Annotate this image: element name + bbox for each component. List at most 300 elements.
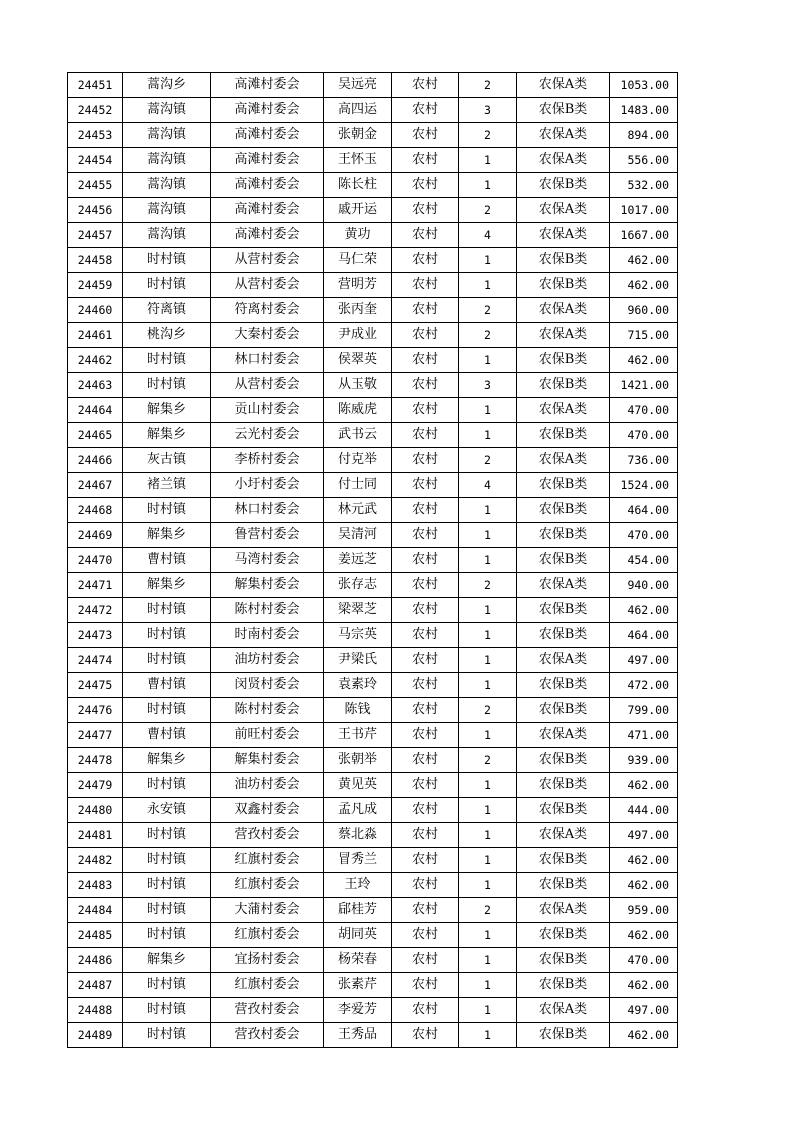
cell-household-count: 1 <box>459 173 517 198</box>
cell-residence-type: 农村 <box>392 323 459 348</box>
cell-village-committee: 从营村委会 <box>211 373 324 398</box>
cell-residence-type: 农村 <box>392 473 459 498</box>
cell-residence-type: 农村 <box>392 723 459 748</box>
cell-person-name: 张丙奎 <box>324 298 392 323</box>
cell-household-count: 1 <box>459 523 517 548</box>
cell-village-committee: 从营村委会 <box>211 248 324 273</box>
cell-insurance-category: 农保B类 <box>517 598 610 623</box>
table-row <box>68 423 678 448</box>
cell-residence-type: 农村 <box>392 448 459 473</box>
cell-residence-type: 农村 <box>392 373 459 398</box>
cell-village-committee: 红旗村委会 <box>211 848 324 873</box>
cell-township: 时村镇 <box>123 898 211 923</box>
cell-amount: 462.00 <box>610 598 678 623</box>
cell-household-count: 4 <box>459 223 517 248</box>
cell-amount: 960.00 <box>610 298 678 323</box>
cell-person-name: 高四运 <box>324 98 392 123</box>
cell-record-id: 24477 <box>68 723 123 748</box>
cell-amount: 497.00 <box>610 823 678 848</box>
cell-amount: 497.00 <box>610 998 678 1023</box>
cell-person-name: 姜远芝 <box>324 548 392 573</box>
table-row <box>68 773 678 798</box>
cell-township: 蒿沟镇 <box>123 198 211 223</box>
cell-amount: 462.00 <box>610 873 678 898</box>
cell-amount: 799.00 <box>610 698 678 723</box>
cell-household-count: 1 <box>459 348 517 373</box>
cell-township: 蒿沟镇 <box>123 98 211 123</box>
cell-township: 时村镇 <box>123 773 211 798</box>
cell-township: 解集乡 <box>123 948 211 973</box>
cell-household-count: 3 <box>459 373 517 398</box>
cell-township: 时村镇 <box>123 598 211 623</box>
cell-household-count: 1 <box>459 498 517 523</box>
cell-amount: 1421.00 <box>610 373 678 398</box>
cell-village-committee: 马湾村委会 <box>211 548 324 573</box>
cell-household-count: 1 <box>459 248 517 273</box>
cell-village-committee: 符离村委会 <box>211 298 324 323</box>
cell-village-committee: 陈村村委会 <box>211 698 324 723</box>
cell-household-count: 1 <box>459 848 517 873</box>
cell-record-id: 24485 <box>68 923 123 948</box>
cell-record-id: 24463 <box>68 373 123 398</box>
cell-insurance-category: 农保A类 <box>517 148 610 173</box>
cell-amount: 1053.00 <box>610 73 678 98</box>
cell-village-committee: 营孜村委会 <box>211 1023 324 1048</box>
cell-insurance-category: 农保A类 <box>517 573 610 598</box>
cell-household-count: 1 <box>459 723 517 748</box>
cell-township: 蒿沟镇 <box>123 223 211 248</box>
cell-record-id: 24486 <box>68 948 123 973</box>
cell-record-id: 24474 <box>68 648 123 673</box>
cell-village-committee: 大蒲村委会 <box>211 898 324 923</box>
cell-residence-type: 农村 <box>392 1023 459 1048</box>
cell-township: 灰古镇 <box>123 448 211 473</box>
table-row <box>68 1023 678 1048</box>
table-row <box>68 123 678 148</box>
cell-record-id: 24476 <box>68 698 123 723</box>
cell-residence-type: 农村 <box>392 748 459 773</box>
cell-residence-type: 农村 <box>392 873 459 898</box>
cell-household-count: 1 <box>459 873 517 898</box>
cell-insurance-category: 农保A类 <box>517 898 610 923</box>
cell-person-name: 李爱芳 <box>324 998 392 1023</box>
cell-village-committee: 双鑫村委会 <box>211 798 324 823</box>
cell-insurance-category: 农保B类 <box>517 473 610 498</box>
cell-insurance-category: 农保B类 <box>517 273 610 298</box>
cell-record-id: 24471 <box>68 573 123 598</box>
cell-residence-type: 农村 <box>392 973 459 998</box>
table-row <box>68 173 678 198</box>
cell-residence-type: 农村 <box>392 648 459 673</box>
cell-amount: 470.00 <box>610 423 678 448</box>
cell-residence-type: 农村 <box>392 548 459 573</box>
cell-township: 时村镇 <box>123 873 211 898</box>
cell-person-name: 王秀品 <box>324 1023 392 1048</box>
cell-record-id: 24460 <box>68 298 123 323</box>
cell-person-name: 戚开运 <box>324 198 392 223</box>
cell-insurance-category: 农保B类 <box>517 373 610 398</box>
cell-amount: 454.00 <box>610 548 678 573</box>
cell-insurance-category: 农保A类 <box>517 223 610 248</box>
cell-record-id: 24475 <box>68 673 123 698</box>
cell-record-id: 24489 <box>68 1023 123 1048</box>
cell-village-committee: 宜扬村委会 <box>211 948 324 973</box>
cell-township: 时村镇 <box>123 848 211 873</box>
table-row <box>68 573 678 598</box>
cell-township: 永安镇 <box>123 798 211 823</box>
cell-township: 蒿沟镇 <box>123 123 211 148</box>
cell-amount: 715.00 <box>610 323 678 348</box>
table-row <box>68 98 678 123</box>
cell-record-id: 24478 <box>68 748 123 773</box>
table-row <box>68 798 678 823</box>
cell-record-id: 24467 <box>68 473 123 498</box>
cell-residence-type: 农村 <box>392 348 459 373</box>
cell-record-id: 24462 <box>68 348 123 373</box>
cell-township: 曹村镇 <box>123 723 211 748</box>
cell-household-count: 2 <box>459 698 517 723</box>
cell-amount: 470.00 <box>610 948 678 973</box>
table-row <box>68 623 678 648</box>
cell-township: 符离镇 <box>123 298 211 323</box>
cell-household-count: 2 <box>459 73 517 98</box>
cell-household-count: 1 <box>459 148 517 173</box>
cell-village-committee: 贡山村委会 <box>211 398 324 423</box>
cell-record-id: 24488 <box>68 998 123 1023</box>
table-row <box>68 548 678 573</box>
table-row <box>68 598 678 623</box>
cell-insurance-category: 农保B类 <box>517 523 610 548</box>
cell-village-committee: 前旺村委会 <box>211 723 324 748</box>
cell-amount: 462.00 <box>610 923 678 948</box>
table-row <box>68 198 678 223</box>
cell-record-id: 24468 <box>68 498 123 523</box>
cell-person-name: 付士同 <box>324 473 392 498</box>
cell-township: 时村镇 <box>123 923 211 948</box>
cell-household-count: 1 <box>459 973 517 998</box>
table-row <box>68 998 678 1023</box>
cell-village-committee: 油坊村委会 <box>211 773 324 798</box>
table-row <box>68 273 678 298</box>
cell-residence-type: 农村 <box>392 248 459 273</box>
cell-record-id: 24461 <box>68 323 123 348</box>
table-body <box>68 73 678 1048</box>
cell-village-committee: 营孜村委会 <box>211 998 324 1023</box>
cell-amount: 1667.00 <box>610 223 678 248</box>
cell-person-name: 从玉敬 <box>324 373 392 398</box>
beneficiary-table <box>67 72 678 1048</box>
cell-residence-type: 农村 <box>392 73 459 98</box>
cell-person-name: 冒秀兰 <box>324 848 392 873</box>
cell-residence-type: 农村 <box>392 173 459 198</box>
cell-township: 蒿沟乡 <box>123 73 211 98</box>
cell-insurance-category: 农保B类 <box>517 623 610 648</box>
cell-record-id: 24451 <box>68 73 123 98</box>
cell-residence-type: 农村 <box>392 98 459 123</box>
cell-village-committee: 营孜村委会 <box>211 823 324 848</box>
cell-person-name: 胡同英 <box>324 923 392 948</box>
cell-insurance-category: 农保A类 <box>517 123 610 148</box>
cell-amount: 462.00 <box>610 248 678 273</box>
cell-residence-type: 农村 <box>392 223 459 248</box>
cell-village-committee: 从营村委会 <box>211 273 324 298</box>
cell-township: 时村镇 <box>123 698 211 723</box>
cell-township: 褚兰镇 <box>123 473 211 498</box>
cell-person-name: 马宗英 <box>324 623 392 648</box>
cell-insurance-category: 农保B类 <box>517 173 610 198</box>
cell-insurance-category: 农保A类 <box>517 823 610 848</box>
table-row <box>68 373 678 398</box>
cell-household-count: 4 <box>459 473 517 498</box>
cell-household-count: 2 <box>459 573 517 598</box>
cell-person-name: 王玲 <box>324 873 392 898</box>
table-row <box>68 823 678 848</box>
cell-insurance-category: 农保A类 <box>517 448 610 473</box>
cell-insurance-category: 农保B类 <box>517 773 610 798</box>
cell-village-committee: 高滩村委会 <box>211 123 324 148</box>
cell-person-name: 武书云 <box>324 423 392 448</box>
cell-household-count: 2 <box>459 323 517 348</box>
table-row <box>68 723 678 748</box>
cell-person-name: 黄见英 <box>324 773 392 798</box>
cell-residence-type: 农村 <box>392 998 459 1023</box>
cell-insurance-category: 农保B类 <box>517 798 610 823</box>
cell-village-committee: 李桥村委会 <box>211 448 324 473</box>
cell-village-committee: 时南村委会 <box>211 623 324 648</box>
cell-township: 解集乡 <box>123 573 211 598</box>
cell-household-count: 3 <box>459 98 517 123</box>
cell-record-id: 24470 <box>68 548 123 573</box>
cell-township: 时村镇 <box>123 498 211 523</box>
cell-insurance-category: 农保B类 <box>517 973 610 998</box>
cell-record-id: 24457 <box>68 223 123 248</box>
cell-household-count: 2 <box>459 123 517 148</box>
cell-township: 蒿沟镇 <box>123 173 211 198</box>
cell-household-count: 2 <box>459 298 517 323</box>
table-row <box>68 498 678 523</box>
cell-residence-type: 农村 <box>392 523 459 548</box>
cell-residence-type: 农村 <box>392 898 459 923</box>
cell-person-name: 吴远亮 <box>324 73 392 98</box>
cell-amount: 556.00 <box>610 148 678 173</box>
cell-village-committee: 云光村委会 <box>211 423 324 448</box>
table-row <box>68 898 678 923</box>
cell-village-committee: 高滩村委会 <box>211 73 324 98</box>
cell-person-name: 吴清河 <box>324 523 392 548</box>
cell-village-committee: 高滩村委会 <box>211 148 324 173</box>
cell-insurance-category: 农保A类 <box>517 73 610 98</box>
cell-insurance-category: 农保A类 <box>517 998 610 1023</box>
cell-insurance-category: 农保B类 <box>517 848 610 873</box>
cell-person-name: 袁素玲 <box>324 673 392 698</box>
cell-township: 蒿沟镇 <box>123 148 211 173</box>
cell-residence-type: 农村 <box>392 573 459 598</box>
cell-residence-type: 农村 <box>392 123 459 148</box>
table-row <box>68 223 678 248</box>
cell-household-count: 1 <box>459 623 517 648</box>
cell-amount: 462.00 <box>610 273 678 298</box>
cell-person-name: 侯翠英 <box>324 348 392 373</box>
cell-person-name: 孟凡成 <box>324 798 392 823</box>
cell-insurance-category: 农保B类 <box>517 698 610 723</box>
cell-insurance-category: 农保A类 <box>517 648 610 673</box>
cell-household-count: 1 <box>459 548 517 573</box>
cell-insurance-category: 农保B类 <box>517 98 610 123</box>
roster-sheet <box>67 72 677 1048</box>
cell-township: 时村镇 <box>123 248 211 273</box>
cell-insurance-category: 农保B类 <box>517 923 610 948</box>
cell-residence-type: 农村 <box>392 423 459 448</box>
cell-household-count: 2 <box>459 448 517 473</box>
cell-person-name: 林元武 <box>324 498 392 523</box>
table-row <box>68 848 678 873</box>
cell-residence-type: 农村 <box>392 298 459 323</box>
cell-record-id: 24481 <box>68 823 123 848</box>
cell-township: 时村镇 <box>123 998 211 1023</box>
cell-amount: 894.00 <box>610 123 678 148</box>
cell-insurance-category: 农保B类 <box>517 348 610 373</box>
cell-residence-type: 农村 <box>392 773 459 798</box>
cell-residence-type: 农村 <box>392 673 459 698</box>
cell-amount: 940.00 <box>610 573 678 598</box>
cell-person-name: 张存志 <box>324 573 392 598</box>
cell-residence-type: 农村 <box>392 798 459 823</box>
cell-person-name: 王书芹 <box>324 723 392 748</box>
cell-amount: 464.00 <box>610 498 678 523</box>
table-row <box>68 73 678 98</box>
cell-household-count: 1 <box>459 1023 517 1048</box>
table-row <box>68 248 678 273</box>
cell-record-id: 24469 <box>68 523 123 548</box>
cell-residence-type: 农村 <box>392 273 459 298</box>
cell-amount: 444.00 <box>610 798 678 823</box>
cell-amount: 472.00 <box>610 673 678 698</box>
table-row <box>68 473 678 498</box>
table-row <box>68 698 678 723</box>
cell-record-id: 24484 <box>68 898 123 923</box>
cell-amount: 462.00 <box>610 973 678 998</box>
cell-record-id: 24483 <box>68 873 123 898</box>
cell-insurance-category: 农保A类 <box>517 323 610 348</box>
cell-person-name: 张素芹 <box>324 973 392 998</box>
cell-person-name: 尹成业 <box>324 323 392 348</box>
cell-record-id: 24466 <box>68 448 123 473</box>
cell-amount: 462.00 <box>610 348 678 373</box>
cell-residence-type: 农村 <box>392 698 459 723</box>
cell-person-name: 营明芳 <box>324 273 392 298</box>
cell-township: 解集乡 <box>123 523 211 548</box>
cell-person-name: 陈威虎 <box>324 398 392 423</box>
cell-record-id: 24479 <box>68 773 123 798</box>
table-row <box>68 873 678 898</box>
cell-household-count: 1 <box>459 598 517 623</box>
cell-record-id: 24480 <box>68 798 123 823</box>
cell-village-committee: 高滩村委会 <box>211 223 324 248</box>
cell-person-name: 付克举 <box>324 448 392 473</box>
cell-insurance-category: 农保A类 <box>517 198 610 223</box>
cell-household-count: 1 <box>459 798 517 823</box>
cell-person-name: 黄功 <box>324 223 392 248</box>
cell-residence-type: 农村 <box>392 498 459 523</box>
cell-amount: 464.00 <box>610 623 678 648</box>
cell-amount: 462.00 <box>610 1023 678 1048</box>
table-row <box>68 948 678 973</box>
table-row <box>68 748 678 773</box>
cell-insurance-category: 农保B类 <box>517 873 610 898</box>
cell-insurance-category: 农保B类 <box>517 423 610 448</box>
cell-insurance-category: 农保B类 <box>517 948 610 973</box>
cell-record-id: 24453 <box>68 123 123 148</box>
table-row <box>68 398 678 423</box>
cell-residence-type: 农村 <box>392 823 459 848</box>
cell-household-count: 1 <box>459 648 517 673</box>
cell-amount: 736.00 <box>610 448 678 473</box>
cell-insurance-category: 农保B类 <box>517 673 610 698</box>
cell-amount: 462.00 <box>610 848 678 873</box>
table-row <box>68 448 678 473</box>
cell-household-count: 1 <box>459 398 517 423</box>
cell-village-committee: 红旗村委会 <box>211 873 324 898</box>
cell-person-name: 梁翠芝 <box>324 598 392 623</box>
cell-residence-type: 农村 <box>392 398 459 423</box>
cell-insurance-category: 农保A类 <box>517 298 610 323</box>
table-row <box>68 648 678 673</box>
cell-amount: 462.00 <box>610 773 678 798</box>
cell-amount: 1524.00 <box>610 473 678 498</box>
cell-insurance-category: 农保A类 <box>517 723 610 748</box>
cell-record-id: 24472 <box>68 598 123 623</box>
cell-amount: 532.00 <box>610 173 678 198</box>
cell-person-name: 郈桂芳 <box>324 898 392 923</box>
cell-village-committee: 解集村委会 <box>211 573 324 598</box>
cell-person-name: 尹梁氏 <box>324 648 392 673</box>
cell-record-id: 24482 <box>68 848 123 873</box>
cell-person-name: 杨荣春 <box>324 948 392 973</box>
cell-person-name: 陈钱 <box>324 698 392 723</box>
cell-record-id: 24456 <box>68 198 123 223</box>
cell-household-count: 1 <box>459 823 517 848</box>
cell-village-committee: 高滩村委会 <box>211 198 324 223</box>
cell-township: 桃沟乡 <box>123 323 211 348</box>
cell-township: 时村镇 <box>123 1023 211 1048</box>
table-row <box>68 148 678 173</box>
cell-residence-type: 农村 <box>392 598 459 623</box>
cell-record-id: 24465 <box>68 423 123 448</box>
cell-household-count: 1 <box>459 998 517 1023</box>
cell-residence-type: 农村 <box>392 198 459 223</box>
cell-household-count: 1 <box>459 773 517 798</box>
cell-record-id: 24487 <box>68 973 123 998</box>
table-row <box>68 523 678 548</box>
cell-person-name: 蔡北淼 <box>324 823 392 848</box>
cell-township: 解集乡 <box>123 398 211 423</box>
cell-township: 时村镇 <box>123 973 211 998</box>
table-row <box>68 298 678 323</box>
cell-township: 时村镇 <box>123 348 211 373</box>
cell-village-committee: 高滩村委会 <box>211 173 324 198</box>
cell-insurance-category: 农保A类 <box>517 398 610 423</box>
cell-township: 时村镇 <box>123 823 211 848</box>
cell-amount: 939.00 <box>610 748 678 773</box>
cell-village-committee: 红旗村委会 <box>211 973 324 998</box>
cell-household-count: 2 <box>459 198 517 223</box>
cell-village-committee: 小圩村委会 <box>211 473 324 498</box>
cell-village-committee: 高滩村委会 <box>211 98 324 123</box>
cell-village-committee: 油坊村委会 <box>211 648 324 673</box>
cell-village-committee: 红旗村委会 <box>211 923 324 948</box>
cell-residence-type: 农村 <box>392 848 459 873</box>
cell-household-count: 2 <box>459 898 517 923</box>
